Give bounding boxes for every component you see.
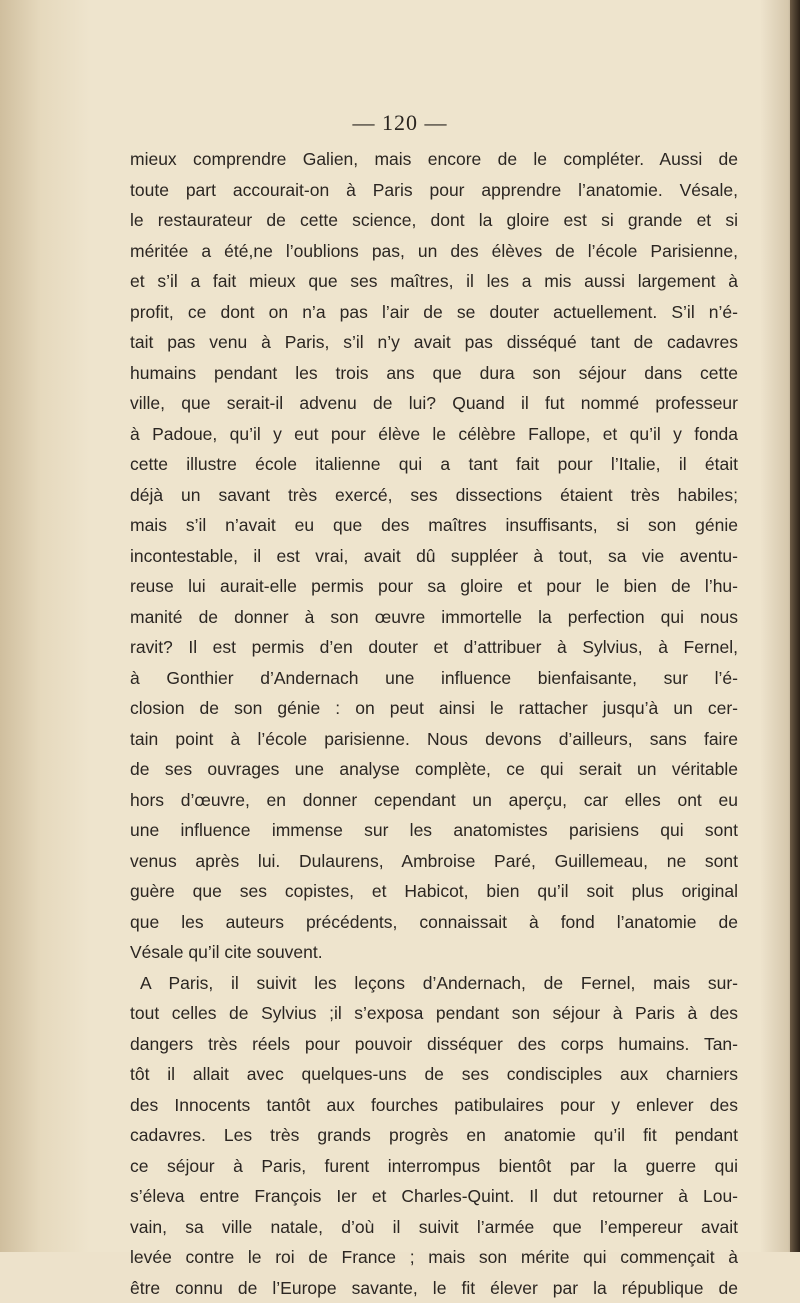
text-line: ville, que serait-il advenu de lui? Quand il fut nommé professeur (130, 388, 738, 419)
text-line: des Innocents tantôt aux fourches patibulaires pour y enlever des (130, 1090, 738, 1121)
paragraph-start-line: A Paris, il suivit les leçons d’Andernach, de Fernel, mais sur- (130, 968, 738, 999)
text-line: à Gonthier d’Andernach une influence bienfaisante, sur l’é- (130, 663, 738, 694)
text-line: tôt il allait avec quelques-uns de ses condisciples aux charniers (130, 1059, 738, 1090)
text-line: hors d’œuvre, en donner cependant un aperçu, car elles ont eu (130, 785, 738, 816)
text-line: de ses ouvrages une analyse complète, ce qui serait un véritable (130, 754, 738, 785)
text-line: mieux comprendre Galien, mais encore de le compléter. Aussi de (130, 144, 738, 175)
page-number: — 120 — (0, 110, 800, 136)
text-line: méritée a été,ne l’oublions pas, un des élèves de l’école Parisienne, (130, 236, 738, 267)
text-line: reuse lui aurait-elle permis pour sa gloire et pour le bien de l’hu- (130, 571, 738, 602)
text-line: tout celles de Sylvius ;il s’exposa pendant son séjour à Paris à des (130, 998, 738, 1029)
text-line: ce séjour à Paris, furent interrompus bientôt par la guerre qui (130, 1151, 738, 1182)
text-line: guère que ses copistes, et Habicot, bien qu’il soit plus original (130, 876, 738, 907)
body-text (130, 144, 738, 1303)
paragraph-end-line: Vésale qu’il cite souvent. (130, 937, 738, 968)
text-line: profit, ce dont on n’a pas l’air de se douter actuellement. S’il n’é- (130, 297, 738, 328)
text-line: tait pas venu à Paris, s’il n’y avait pas disséqué tant de cadavres (130, 327, 738, 358)
text-line: cette illustre école italienne qui a tant fait pour l’Italie, il était (130, 449, 738, 480)
text-line: tain point à l’école parisienne. Nous devons d’ailleurs, sans faire (130, 724, 738, 755)
text-line: déjà un savant très exercé, ses dissections étaient très habiles; (130, 480, 738, 511)
text-line: levée contre le roi de France ; mais son mérite qui commençait à (130, 1242, 738, 1273)
text-line: être connu de l’Europe savante, le fit élever par la république de (130, 1273, 738, 1303)
text-line: venus après lui. Dulaurens, Ambroise Paré, Guillemeau, ne sont (130, 846, 738, 877)
text-line: toute part accourait-on à Paris pour apprendre l’anatomie. Vésale, (130, 175, 738, 206)
text-line: à Padoue, qu’il y eut pour élève le célèbre Fallope, et qu’il y fonda (130, 419, 738, 450)
text-line: une influence immense sur les anatomistes parisiens qui sont (130, 815, 738, 846)
text-line: cadavres. Les très grands progrès en anatomie qu’il fit pendant (130, 1120, 738, 1151)
text-line: ravit? Il est permis d’en douter et d’attribuer à Sylvius, à Fernel, (130, 632, 738, 663)
text-line: mais s’il n’avait eu que des maîtres insuffisants, si son génie (130, 510, 738, 541)
text-line: que les auteurs précédents, connaissait à fond l’anatomie de (130, 907, 738, 938)
text-line: humains pendant les trois ans que dura son séjour dans cette (130, 358, 738, 389)
text-line: s’éleva entre François Ier et Charles-Quint. Il dut retourner à Lou- (130, 1181, 738, 1212)
text-line: dangers très réels pour pouvoir disséquer des corps humains. Tan- (130, 1029, 738, 1060)
text-line: manité de donner à son œuvre immortelle la perfection qui nous (130, 602, 738, 633)
text-line: et s’il a fait mieux que ses maîtres, il les a mis aussi largement à (130, 266, 738, 297)
text-line: vain, sa ville natale, d’où il suivit l’armée que l’empereur avait (130, 1212, 738, 1243)
text-line: closion de son génie : on peut ainsi le rattacher jusqu’à un cer- (130, 693, 738, 724)
text-line: le restaurateur de cette science, dont la gloire est si grande et si (130, 205, 738, 236)
page-binding-edge (790, 0, 800, 1252)
text-line: incontestable, il est vrai, avait dû suppléer à tout, sa vie aventu- (130, 541, 738, 572)
